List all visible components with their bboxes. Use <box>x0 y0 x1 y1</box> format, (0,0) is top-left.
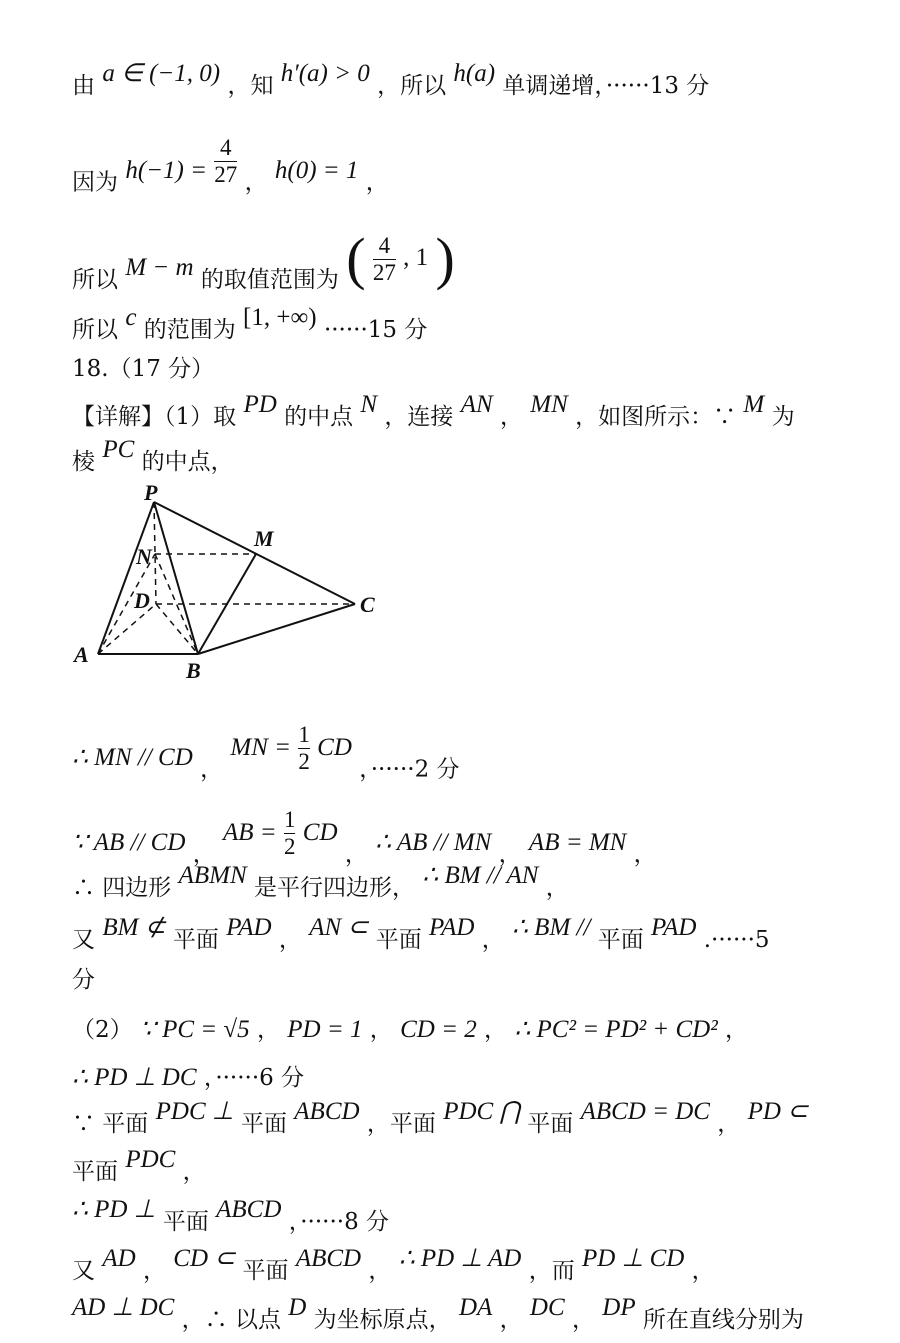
text: 因为 <box>72 169 118 196</box>
math-expr: AB = MN <box>528 828 627 856</box>
math-expr: ABCD = DC <box>580 1098 710 1125</box>
text: 平面 <box>162 1209 209 1235</box>
denominator: 27 <box>372 259 396 285</box>
line-14 <box>72 1064 840 1092</box>
math-expr: ABCD <box>294 1098 360 1125</box>
text: 平面 <box>375 927 422 953</box>
numerator: 1 <box>298 722 310 747</box>
numerator: 4 <box>220 135 232 160</box>
text: ，∴ 以点 <box>181 1307 281 1333</box>
text: 平面 <box>242 1258 289 1284</box>
math-expr: ABMN <box>178 862 247 889</box>
text: ， <box>369 1017 393 1043</box>
edge-PD <box>154 502 156 604</box>
math-expr: PC <box>102 436 135 463</box>
math-expr: PD ⊂ <box>747 1098 809 1125</box>
label-B: B <box>186 658 201 682</box>
math-expr: ∴ BM // <box>512 914 591 941</box>
fraction <box>373 234 396 285</box>
math-expr: ∴ PD ⊥ AD <box>398 1245 522 1272</box>
text: ， <box>484 1017 508 1043</box>
text: （2） <box>72 1017 133 1043</box>
text: .······5 <box>703 927 770 953</box>
math-expr: , 1 <box>403 244 429 271</box>
math-expr: h(0) = 1 <box>274 156 359 184</box>
text: 为坐标原点， <box>313 1307 452 1333</box>
text: 平面 <box>172 927 219 953</box>
math-expr: CD = 2 <box>400 1016 477 1043</box>
math-expr: ∴ AB // MN <box>375 828 492 856</box>
math-expr: N <box>360 391 378 418</box>
math-expr: AB = <box>223 818 277 846</box>
line-2 <box>72 135 840 209</box>
math-expr: M − m <box>125 254 194 281</box>
line-12 <box>72 966 840 994</box>
math-expr: PD ⊥ CD <box>582 1245 685 1272</box>
text: ， <box>368 1258 392 1284</box>
math-expr: PDC <box>125 1146 176 1173</box>
math-expr: ∵ PC = √5 <box>139 1016 250 1043</box>
text: 平面 <box>527 1111 574 1137</box>
text: ， <box>182 1159 206 1185</box>
line-1 <box>72 60 840 100</box>
text: ， <box>200 756 224 783</box>
math-expr: DA <box>458 1294 493 1321</box>
text: ， <box>499 404 523 430</box>
math-expr: ∴ PC² = PD² + CD² <box>514 1016 718 1043</box>
edge-PC <box>154 502 355 604</box>
text: ，······2 分 <box>359 756 460 783</box>
text: 平面 <box>240 1111 287 1137</box>
math-expr: c <box>125 304 137 331</box>
close-paren: ) <box>435 226 455 291</box>
text: ，如图所示：∵ <box>575 404 737 430</box>
text: ， <box>256 1017 280 1043</box>
line-5 <box>72 355 840 383</box>
math-expr: DP <box>602 1294 636 1321</box>
label-D: D <box>134 588 150 613</box>
text: 的中点 <box>284 404 354 430</box>
math-expr: PD = 1 <box>287 1016 363 1043</box>
text: 为 <box>771 404 795 430</box>
text: ，······8 分 <box>288 1209 390 1235</box>
denominator: 2 <box>298 749 310 774</box>
text: ， <box>499 1307 523 1333</box>
line-8 <box>72 722 840 796</box>
text: ， <box>365 169 389 196</box>
math-expr: AD ⊥ DC <box>72 1294 175 1321</box>
math-expr: AD <box>102 1245 136 1272</box>
math-expr: ∴ PD ⊥ DC <box>72 1064 197 1091</box>
line-7 <box>72 436 840 476</box>
pyramid-figure <box>70 482 390 682</box>
text: 平面 <box>597 927 644 953</box>
line-6 <box>72 391 840 431</box>
text: ， <box>717 1111 741 1137</box>
text: ∴ 四边形 <box>72 875 172 901</box>
math-expr: ∴ BM // AN <box>422 862 539 889</box>
math-expr: h′(a) > 0 <box>280 60 370 87</box>
text: ，所以 <box>377 73 447 99</box>
text: 单调递增，······13 分 <box>502 73 710 99</box>
math-expr: ABCD <box>216 1196 282 1223</box>
math-expr: PAD <box>651 914 697 941</box>
text: 是平行四边形， <box>253 875 415 901</box>
label-C: C <box>360 592 375 617</box>
line-11 <box>72 914 840 954</box>
math-expr: [1, +∞) <box>243 304 317 331</box>
line-3 <box>72 226 840 310</box>
denominator: 2 <box>283 834 296 859</box>
text: 棱 <box>72 449 95 475</box>
text: 所以 <box>72 267 118 293</box>
line-15 <box>72 1098 840 1138</box>
math-expr: AN ⊂ <box>309 914 369 941</box>
text: 所在直线分别为 <box>642 1307 804 1333</box>
text: 又 <box>72 927 95 953</box>
line-10 <box>72 862 840 902</box>
math-expr: PAD <box>226 914 272 941</box>
line-16 <box>72 1146 840 1186</box>
fraction <box>298 723 310 774</box>
numerator: 1 <box>283 807 296 832</box>
text: ， <box>633 841 657 868</box>
line-18 <box>72 1245 840 1285</box>
line-17 <box>72 1196 840 1236</box>
edge-PB <box>154 502 198 654</box>
text: ， <box>142 1258 166 1284</box>
text: ，知 <box>227 73 274 99</box>
line-4 <box>72 304 840 344</box>
text: 平面 <box>72 1159 118 1185</box>
line-13 <box>72 1016 840 1044</box>
fraction <box>214 136 237 187</box>
fraction <box>284 808 296 859</box>
denominator: 27 <box>214 162 238 187</box>
text: 的中点， <box>141 449 234 475</box>
math-expr: PDC ⋂ <box>443 1098 520 1125</box>
math-expr: MN = <box>230 733 292 761</box>
label-M: M <box>254 526 274 551</box>
text: ，连接 <box>384 404 454 430</box>
text: ， <box>498 841 522 868</box>
label-A: A <box>74 642 89 667</box>
text: ∵ 平面 <box>72 1111 149 1137</box>
label-P: P <box>144 482 158 505</box>
text: 的取值范围为 <box>200 267 339 293</box>
text: ，平面 <box>366 1111 436 1137</box>
text: ， <box>725 1017 749 1043</box>
text: 所以 <box>72 317 118 343</box>
math-expr: ABCD <box>295 1245 362 1272</box>
text: 又 <box>72 1258 95 1284</box>
text: ， <box>344 841 368 868</box>
math-expr: CD <box>317 733 352 761</box>
math-expr: ∵ AB // CD <box>72 828 186 856</box>
math-expr: CD <box>302 818 338 846</box>
math-expr: D <box>288 1294 307 1321</box>
numerator: 4 <box>378 232 391 258</box>
text: ， <box>545 875 569 901</box>
text: ， <box>192 841 216 868</box>
label-N: N <box>136 544 152 569</box>
text: ， <box>278 927 302 953</box>
question-heading: 18.（17 分） <box>72 356 215 382</box>
text: 分 <box>72 967 95 993</box>
text: 【详解】（1）取 <box>72 404 237 430</box>
text: ， <box>571 1307 595 1333</box>
math-expr: PD <box>243 391 277 418</box>
math-expr: DC <box>529 1294 565 1321</box>
text: ， <box>691 1258 715 1284</box>
math-expr: MN <box>530 391 568 418</box>
math-expr: PDC ⊥ <box>155 1098 234 1125</box>
math-expr: ∴ PD ⊥ <box>72 1196 156 1223</box>
math-expr: CD ⊂ <box>173 1245 236 1272</box>
math-expr: h(a) <box>453 60 496 87</box>
math-expr: h(−1) = <box>125 156 207 184</box>
math-expr: ∴ MN // CD <box>72 743 193 771</box>
edge-PA <box>98 502 154 654</box>
open-paren: ( <box>346 226 366 291</box>
text: 的范围为 <box>143 317 236 343</box>
text: ，而 <box>528 1258 575 1284</box>
math-expr: M <box>743 391 765 418</box>
math-expr: a ∈ (−1, 0) <box>102 60 221 87</box>
text: ， <box>481 927 505 953</box>
math-expr: AN <box>460 391 493 418</box>
math-expr: PAD <box>429 914 475 941</box>
text: ，······6 分 <box>203 1065 305 1091</box>
math-expr: BM ⊄ <box>102 914 166 941</box>
line-19 <box>72 1294 840 1334</box>
text: 由 <box>72 73 95 99</box>
text: ， <box>244 169 268 196</box>
text: ······15 分 <box>323 317 428 343</box>
